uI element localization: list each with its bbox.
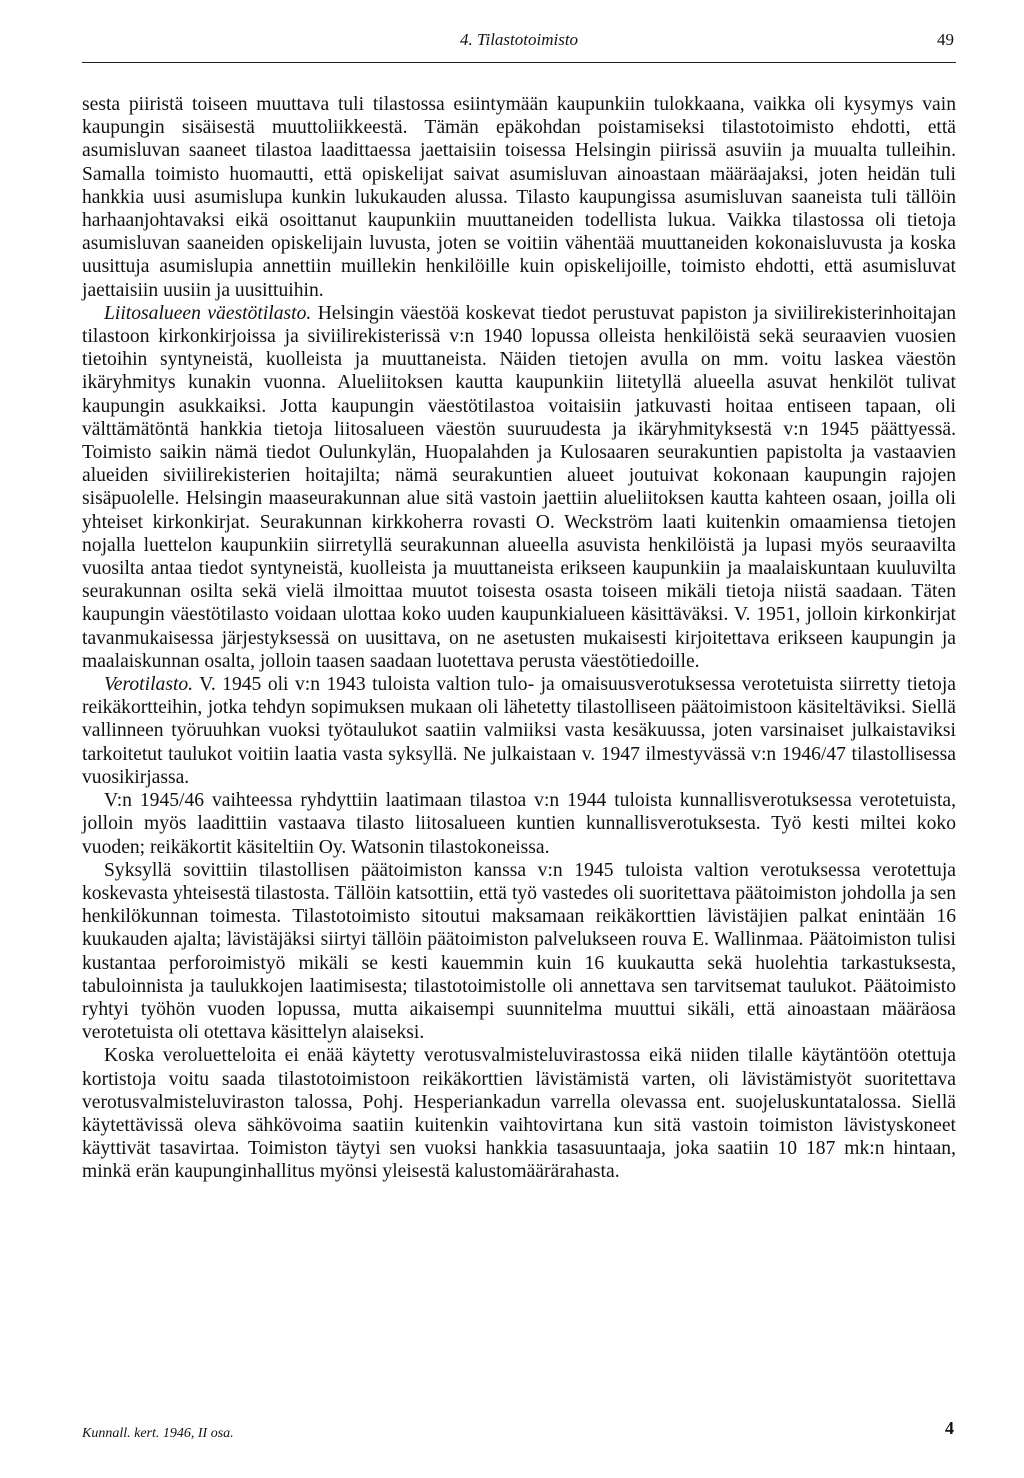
paragraph-text: V. 1945 oli v:n 1943 tuloista valtion tulo- ja omaisuusverotuksessa verotetuista siirretty tietoja reikäkortteihin, jotka tehdyn sopimuksen mukaan oli lähetetty tilastolliseen päätoimistoon käsiteltäviksi. Siellä vallinneen työruuhkan vuoksi työtaulukot saatiin valmiiksi vasta kesäkuussa, joten varsinaiset julkaistaviksi tarkoitetut taulukot voitiin laatia vasta syksyllä. Ne julkaistaan v. 1947 ilmestyvässä v:n 1946/47 tilastollisessa vuosikirjassa. (82, 674, 956, 788)
signature-mark: 4 (945, 1418, 954, 1438)
paragraph-text: Koska veroluetteloita ei enää käytetty verotusvalmisteluvirastossa eikä niiden tilalle käytäntöön otettuja kortistoja voitu saada tilastotoimistoon reikäkorttien lävistämistä varten, oli lävistämistyöt suoritettava verotusvalmisteluviraston talossa, Pohj. Hesperiankadun varrella olevassa ent. suojeluskuntatalossa. Siellä käytettävissä oleva sähkövoima saatiin kuitenkin vaihtovirtana kun sitä vastoin toimiston lävistyskoneet käyttivät tasavirtaa. Toimiston täytyi sen vuoksi hankkia tasasuuntaaja, joka saatiin 10 187 mk:n hintaan, minkä erän kaupunginhallitus myönsi yleisestä kalustomäärärahasta. (82, 1045, 956, 1183)
paragraph-text: sesta piiristä toiseen muuttava tuli tilastossa esiintymään kaupunkiin tulokkaana, vaikka oli kysymys vain kaupungin sisäisestä muuttoliikkeestä. Tämän epäkohdan poistamiseksi tilastotoimisto ehdotti, että asumisluvan saaneet tilastoa laadittaessa jaettaisiin toisessa Helsingin piirissä asuviin ja muualta tulleihin. Samalla toimisto huomautti, että opiskelijat saivat asumisluvan ainoastaan määräajaksi, joten heidän tuli hankkia uusi asumislupa kunkin lukukauden alussa. Tilasto kaupungissa asumisluvan saaneista tuli tällöin harhaanjohtavaksi eikä osoittanut kaupunkiin muuttaneiden todellista lukua. Vaikka tilastossa oli tietoja asumisluvan saaneiden opiskelijain luvusta, joten se voitiin vähentää muuttaneiden kokonaisluvusta ja koska uusittuja asumislupia annettiin muillekin henkilöille kuin opiskelijoille, toimisto ehdotti, että asumisluvat jaettaisiin uusiin ja uusittuihin. (82, 94, 956, 301)
paragraph (82, 302, 956, 673)
paragraph (82, 789, 956, 859)
paragraph (82, 859, 956, 1045)
paragraph (82, 1044, 956, 1183)
paragraph-runin: Verotilasto. (104, 674, 194, 696)
paragraph (82, 673, 956, 789)
paragraph-runin: Liitosalueen väestötilasto. (104, 302, 312, 324)
paragraph-text: Syksyllä sovittiin tilastollisen päätoimiston kanssa v:n 1945 tuloista valtion verotuksessa verotettuja koskevasta yhteisestä tilastosta. Tällöin katsottiin, että työ vastedes oli suoritettava päätoimiston johdolla ja sen henkilökunnan toimesta. Tilastotoimisto sitoutui maksamaan reikäkorttien lävistäjien palkat enintään 16 kuukauden ajalta; lävistäjäksi siirtyi tällöin päätoimiston palvelukseen rouva E. Wallinmaa. Päätoimiston tulisi kustantaa perforoimistyö mikäli se kesti kauemmin kuin 16 kuukautta sekä huolehtia tarkastuksesta, tabuloinnista ja taulukkojen laatimisesta; tilastotoimistolle oli annettava sen tarvitsemat taulukot. Päätoimisto ryhtyi työhön vuoden lopussa, mutta aikaisempi suunnitelma muuttui sikäli, että ainoastaan määräosa verotetuista oli otettava käsittelyn alaiseksi. (82, 859, 956, 1044)
paragraph-text: V:n 1945/46 vaihteessa ryhdyttiin laatimaan tilastoa v:n 1944 tuloista kunnallisverotuksessa verotetuista, jolloin myös laadittiin vastaava tilasto liitosalueen kuntien kunnallisverotuksesta. Työ kesti miltei koko vuoden; reikäkortit käsiteltiin Oy. Watsonin tilastokoneissa. (82, 790, 956, 858)
paragraph-text: Helsingin väestöä koskevat tiedot perustuvat papiston ja siviilirekisterinhoitajan tilastoon kirkonkirjoissa ja siviilirekisterissä v:n 1940 lopussa olleista henkilöistä sekä seuraavien vuosien tietoihin syntyneistä, kuolleista ja muuttaneista. Näiden tietojen avulla on mm. voitu laskea väestön ikäryhmitys kunakin vuonna. Alueliitoksen kautta kaupunkiin liitetyllä alueella asuvat henkilöt tulivat kaupungin asukkaiksi. Jotta kaupungin väestötilastoa voitaisiin jatkuvasti hoitaa entiseen tapaan, oli välttämätöntä hankkia tietoja liitosalueen väestön suuruudesta ja ikäryhmityksestä v:n 1945 päättyessä. Toimisto saikin nämä tiedot Oulunkylän, Huopalahden ja Kulosaaren seurakuntien papistolta ja vastaavien alueiden siviilirekisterien hoitajilta; nämä seurakuntien alueet joutuivat kokonaan kaupungin rajojen sisäpuolelle. Helsingin maaseurakunnan alue sitä vastoin jaettiin alueliitoksen kautta kahteen osaan, joilla oli yhteiset kirkonkirjat. Seurakunnan kirkkoherra rovasti O. Weckström laati kuitenkin omaamiensa tietojen nojalla luettelon kaupunkiin siirretyllä seurakunnan alueella asuvista henkilöistä ja lupasi myös seuraavilta vuosilta antaa tiedot syntyneistä, kuolleista ja muuttaneista erikseen kaupunkiin ja maalaiskuntaan kuuluvilta seurakunnan osilta sekä vielä ilmoittaa muutot toisesta osasta toiseen mikäli tietoja niistä saadaan. Täten kaupungin väestötilasto voidaan ulottaa koko uuden kaupunkialueen käsittäväksi. V. 1951, jolloin kirkonkirjat tavanmukaisessa järjestyksessä on uusittava, on ne asetusten mukaisesti kirjoitettava erikseen kaupungin ja maalaiskunnan osalta, jolloin taasen saadaan luotettava perusta väestötiedoille. (82, 302, 956, 672)
body-text (82, 93, 956, 1184)
footer-source: Kunnall. kert. 1946, II osa. (82, 1426, 234, 1441)
paragraph (82, 93, 956, 302)
running-title: 4. Tilastotoimisto (459, 30, 579, 49)
page-number: 49 (937, 30, 954, 49)
running-header (82, 30, 956, 60)
document-page (82, 30, 956, 1184)
header-rule (82, 62, 956, 63)
page-footer (82, 1418, 956, 1448)
